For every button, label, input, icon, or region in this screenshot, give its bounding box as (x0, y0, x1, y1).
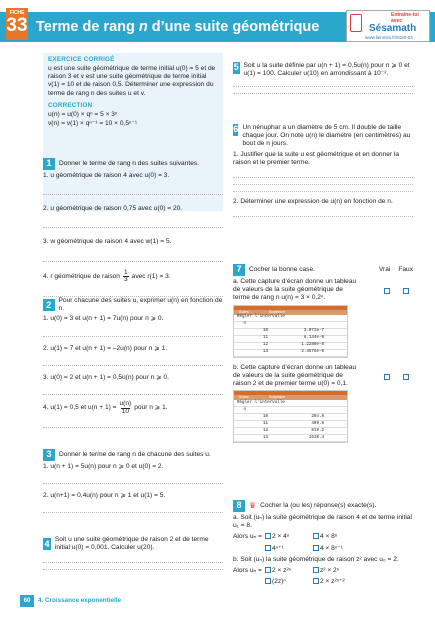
calc-row (234, 414, 347, 421)
sesamath-badge[interactable] (346, 10, 430, 42)
calc-tabs: Suites Graphique (234, 310, 347, 315)
correction-title: CORRECTION (48, 101, 93, 109)
exercise-8 (233, 500, 413, 587)
exercise-number: 8 (233, 500, 245, 512)
calc-n: 13 (262, 350, 268, 355)
option-checkbox[interactable] (313, 533, 319, 539)
answer-line[interactable] (233, 216, 413, 217)
calc-label: Régler l'intervalle (234, 315, 347, 322)
question: 1. u(0) = 3 et u(n + 1) = 7u(n) pour n ⩾ 0. (43, 315, 164, 323)
calc-value: 2.4576e-9 (301, 350, 324, 355)
answer-line[interactable] (43, 227, 223, 228)
exercise-number: 6 (233, 124, 239, 135)
option-checkbox[interactable] (265, 533, 271, 539)
question: a. Cette capture d’écran donne un tableau de valeurs de la suite géométrique de terme de rang n u(n) = 3 × 0,2ⁿ. (233, 278, 357, 302)
question: 1. u géométrique de raison 4 avec u(0) = 3. (43, 172, 170, 179)
exercise-4 (43, 536, 223, 576)
option[interactable]: 2 × 4ⁿ (265, 533, 313, 541)
calc-value: 409.6 (311, 421, 324, 426)
exercise-3 (43, 449, 223, 519)
exercise-title: Soit u une suite géométrique de raison 2 et de terme initial u(0) = 0,001. Calculer u(20). (54, 536, 209, 552)
calc-n: 12 (262, 343, 268, 348)
exercise-1 (43, 158, 223, 303)
calc-n: 11 (262, 421, 268, 426)
question: 1. u(n + 1) = 5u(n) pour n ⩾ 0 et u(0) = 2. (43, 463, 164, 470)
question: 2. u géométrique de raison 0,75 avec u(0) = 20. (43, 205, 183, 213)
calc-value: 6.144e-8 (303, 336, 324, 341)
exercise-6 (233, 124, 413, 223)
correction-line-1: u(n) = u(0) × qⁿ = 5 × 3ⁿ (48, 110, 118, 118)
question: a. Soit (uₙ) la suite géométrique de raison 4 et de terme initial u₁ = 8. (233, 514, 412, 530)
question: 3. w géométrique de raison 4 avec w(1) = 5. (43, 238, 172, 246)
option-checkbox[interactable] (265, 567, 271, 573)
calc-row (234, 343, 347, 350)
answer-line[interactable] (43, 483, 223, 484)
badge-caption: Entraîne-toi avec (391, 12, 419, 24)
corrige-title: EXERCICE CORRIGÉ (48, 56, 115, 63)
option-checkbox[interactable] (265, 545, 271, 551)
calc-row (234, 350, 347, 357)
answer-line[interactable] (43, 569, 223, 570)
calc-row (234, 428, 347, 435)
fiche-number: 33 (6, 15, 28, 37)
option-checkbox[interactable] (265, 578, 271, 584)
calc-row (234, 421, 347, 428)
exercise-5 (233, 62, 413, 100)
calc-value: 204.8 (311, 414, 324, 419)
badge-brand: Sésamath (369, 23, 417, 34)
exercise-title: Donner le terme de rang n de chacune des suites u. (59, 450, 211, 458)
calc-tabs: Suites Graphique (234, 395, 347, 400)
chapter-title: 4. Croissance exponentielle (38, 597, 121, 604)
calc-n: 10 (262, 329, 268, 334)
question: 1. Justifier que la suite u est géométrique et en donner la raison et le premier terme. (233, 150, 400, 166)
exercise-number: 2 (43, 299, 55, 311)
question: b. Cette capture d’écran donne un tableau de valeurs de la suite géométrique de raison 2 et de premier terme u(0) = 0,1. (233, 363, 357, 388)
answer-line[interactable] (43, 512, 223, 513)
calculator-screen-a (233, 305, 348, 358)
option[interactable]: 4ⁿ⁺¹ (265, 545, 313, 553)
answer-line[interactable] (43, 336, 223, 337)
false-checkbox[interactable] (403, 374, 409, 380)
option[interactable]: 2 × z²ⁿ⁺² (313, 578, 373, 586)
calc-n: 12 (262, 428, 268, 433)
exercise-2 (43, 297, 223, 434)
calc-header: n (234, 322, 347, 329)
exercise-number: 1 (43, 158, 55, 170)
exercise-title: Donner le terme de rang n des suites suivantes. (59, 159, 200, 167)
calc-label: Régler l'intervalle (234, 400, 347, 407)
answer-line[interactable] (233, 184, 413, 185)
fraction: 1 3 (123, 268, 128, 284)
question: 4. u(1) = 0,5 et u(n + 1) = $\frac{u(n)}{10}$ pour n ⩾ 1. (43, 400, 168, 415)
answer-line[interactable] (233, 191, 413, 192)
calc-value: 1.2288e-8 (301, 343, 324, 348)
answer-line[interactable] (43, 394, 223, 395)
option-checkbox[interactable] (313, 578, 319, 584)
answer-line[interactable] (43, 261, 223, 262)
true-checkbox[interactable] (384, 288, 390, 294)
option-checkbox[interactable] (313, 545, 319, 551)
exercise-title: Cocher la bonne case. (249, 265, 315, 273)
option[interactable]: (2z)ⁿ (265, 578, 313, 586)
calc-row (234, 336, 347, 343)
corrige-statement: u est une suite géométrique de terme initial u(0) = 5 et de raison 3 et v est une suite géométrique de terme initial v(1) = 10 et de raison 0,5. Déterminer une expression du terme de rang n des suites u et v. (48, 64, 216, 97)
false-column-header: Faux (398, 265, 413, 273)
fraction: $\frac{u(n)}{10}$ (119, 400, 132, 415)
calc-rows (234, 329, 347, 357)
badge-url[interactable]: www.lienmini.fr/9180-04 (365, 35, 413, 40)
question: 2. u(1) = 7 et u(n + 1) = –2u(n) pour n ⩾ 1. (43, 344, 168, 352)
answer-line[interactable] (43, 562, 223, 563)
calc-rows (234, 414, 347, 442)
trophy-icon: ♛ (249, 501, 257, 510)
answer-line[interactable] (233, 93, 413, 94)
calc-value: 819.2 (311, 428, 324, 433)
calc-n: 13 (262, 435, 268, 440)
phone-icon (350, 14, 362, 32)
question: 2. Déterminer une expression de u(n) en fonction de n. (233, 198, 393, 206)
fiche-badge (6, 8, 28, 40)
calc-row (234, 435, 347, 442)
question: 3. u(0) = 2 et u(n + 1) = 0,5u(n) pour n ⩾ 0. (43, 373, 169, 381)
correction-line-2: v(n) = v(1) × qⁿ⁻¹ = 10 × 0,5ⁿ⁻¹ (48, 119, 138, 127)
answer-line[interactable] (43, 194, 223, 195)
calc-n: 11 (262, 336, 268, 341)
exercise-number: 7 (233, 264, 245, 276)
exercise-title: Pour chacune des suites u, exprimer u(n) en fonction de n. (58, 297, 223, 313)
exercise-number: 4 (44, 538, 50, 549)
true-checkbox[interactable] (384, 374, 390, 380)
exercise-7 (233, 264, 413, 443)
calc-value: 1638.4 (308, 435, 324, 440)
question: 4. r géométrique de raison 1 3 avec r(1) = 3. (43, 268, 171, 284)
options-b: Alors uₙ = 2 × z²ⁿ z² × 2ⁿ (2z)ⁿ 2 × z²ⁿ⁺² (233, 567, 413, 586)
fiche-label: FICHE (9, 10, 25, 16)
exercise-title: Un nénuphar a un diamètre de 5 cm. Il double de taille chaque jour. On note u(n) le diamètre (en centimètres) au bout de n jours. (242, 124, 411, 148)
option-checkbox[interactable] (313, 567, 319, 573)
answer-line[interactable] (43, 365, 223, 366)
answer-line[interactable] (43, 427, 223, 428)
answer-line[interactable] (233, 177, 413, 178)
option[interactable]: 4 × 8ⁿ⁻¹ (313, 545, 373, 553)
calculator-screen-b (233, 390, 348, 443)
question: b. Soit (uₙ) la suite géométrique de raison z² avec u₀ = 2. (233, 555, 399, 563)
calc-value: 3.072e-7 (303, 329, 324, 334)
options-a: Alors uₙ = 2 × 4ⁿ 4 × 8ⁿ 4ⁿ⁺¹ 4 × 8ⁿ⁻¹ (233, 533, 413, 552)
page-number: 60 (20, 595, 34, 607)
option[interactable]: 4 × 8ⁿ (313, 533, 373, 541)
true-column-header: Vrai (378, 265, 391, 273)
calc-header: n (234, 407, 347, 414)
exercise-title: Cocher la (ou les) réponse(s) exacte(s). (260, 501, 377, 509)
calc-row (234, 329, 347, 336)
exercise-number: 5 (233, 62, 239, 73)
false-checkbox[interactable] (403, 288, 409, 294)
exercise-number: 3 (43, 449, 55, 461)
exercise-title: Soit u la suite définie par u(n + 1) = 0,5u(n) pour n ⩾ 0 et u(1) = 100. Calculer u(10) en arrondissant à 10⁻². (243, 62, 410, 78)
calc-n: 10 (262, 414, 268, 419)
option[interactable]: z² × 2ⁿ (313, 567, 373, 575)
option[interactable]: 2 × z²ⁿ (265, 567, 313, 575)
answer-line[interactable] (233, 86, 413, 87)
question: 2. u(n+1) = 0,4u(n) pour n ⩾ 1 et u(1) = 5. (43, 492, 166, 500)
page-title: Terme de rang n d’une suite géométrique (36, 19, 320, 35)
